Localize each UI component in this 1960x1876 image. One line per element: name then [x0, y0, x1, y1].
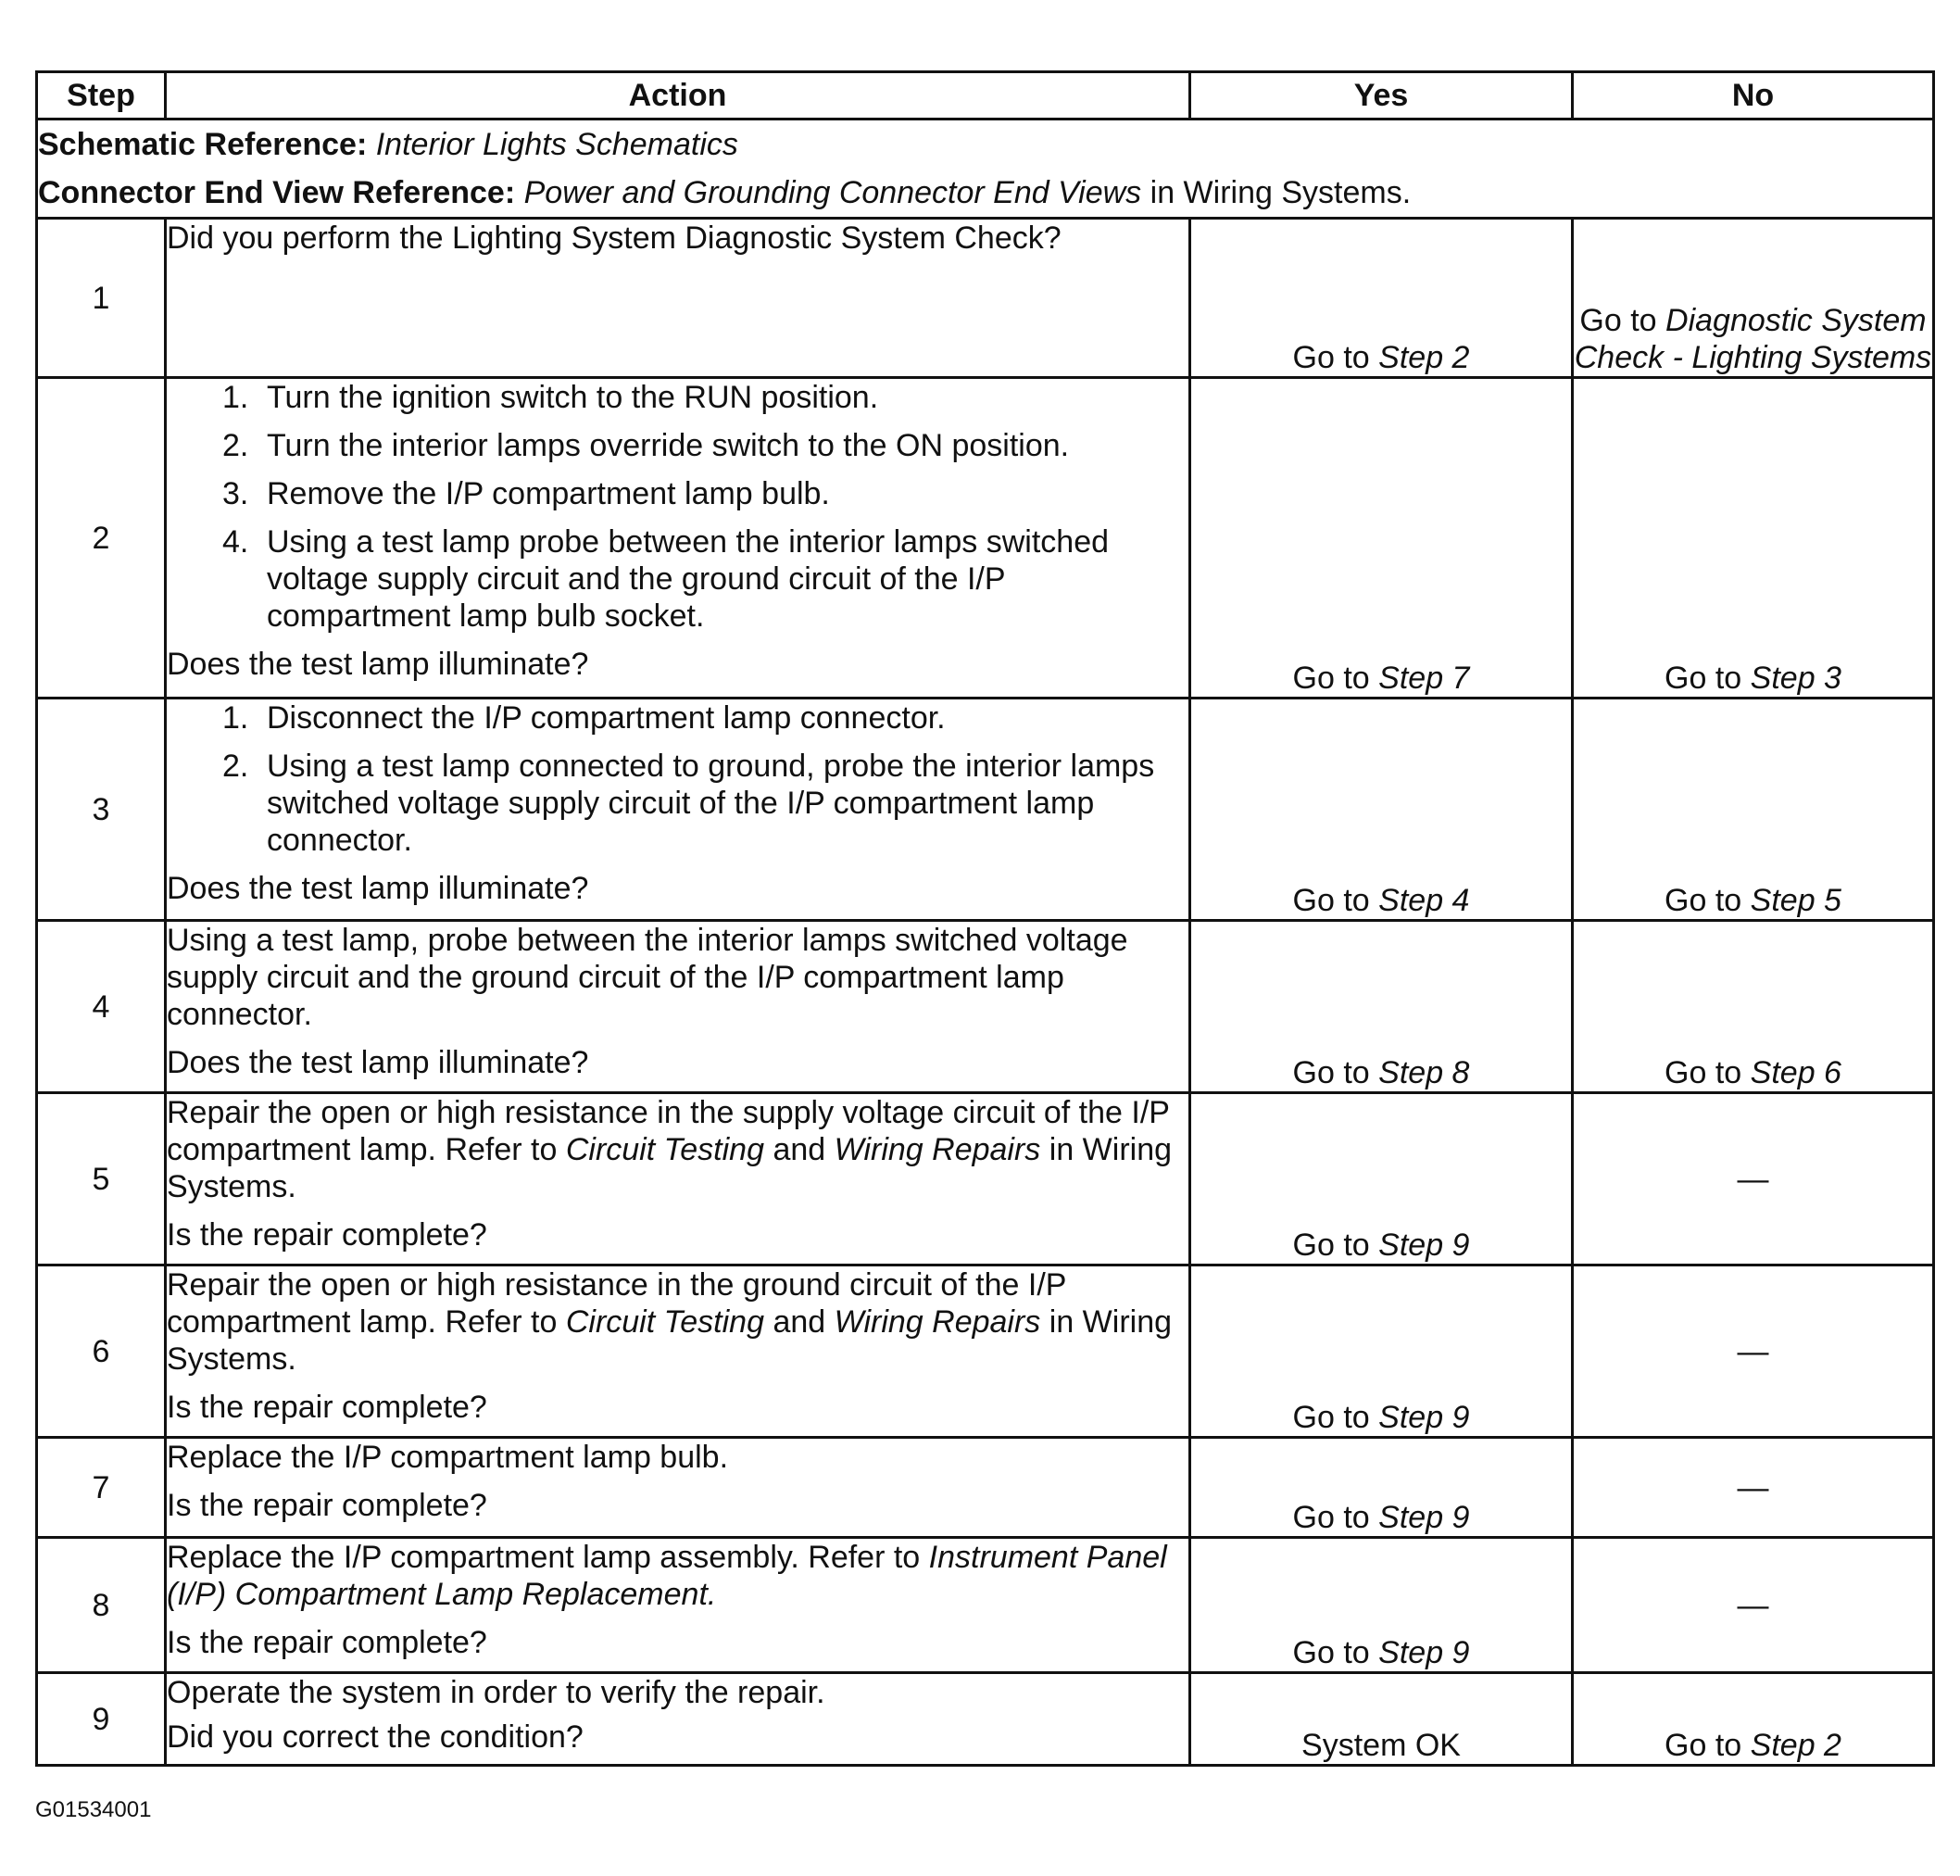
yes-step-link[interactable]: Step 2	[1378, 340, 1470, 375]
goto-label: Go to	[1292, 883, 1370, 918]
no-step-link[interactable]: Step 6	[1750, 1055, 1841, 1090]
action-cell	[166, 1438, 1190, 1538]
yes-cell	[1190, 1265, 1573, 1438]
and-text: and	[773, 1132, 826, 1167]
yes-cell	[1190, 1093, 1573, 1265]
reference-row	[37, 120, 1934, 219]
substep-number: 2.	[222, 428, 249, 463]
question-text: Is the repair complete?	[167, 1390, 487, 1425]
step-number: 3	[37, 699, 166, 921]
table-row	[37, 1538, 1934, 1673]
table-row	[37, 1093, 1934, 1265]
header-row	[37, 72, 1934, 120]
action-text-start: Replace the I/P compartment lamp assembly. Refer to	[167, 1540, 921, 1575]
substep-number: 3.	[222, 476, 249, 511]
yes-step-link[interactable]: Step 4	[1378, 883, 1470, 918]
goto-label: Go to	[1292, 1055, 1370, 1090]
yes-cell	[1190, 1438, 1573, 1538]
step-number: 1	[37, 219, 166, 378]
action-cell	[166, 699, 1190, 921]
action-cell	[166, 219, 1190, 378]
substep-text: Turn the ignition switch to the RUN position.	[267, 380, 879, 415]
no-step-link[interactable]: Step 3	[1750, 661, 1841, 696]
action-cell	[166, 1093, 1190, 1265]
substep-list	[167, 379, 1188, 635]
table-row	[37, 378, 1934, 699]
goto-label: Go to	[1292, 1400, 1370, 1435]
step-number: 2	[37, 378, 166, 699]
action-cell	[166, 1538, 1190, 1673]
no-cell: —	[1573, 1538, 1934, 1673]
schematic-reference-label: Schematic Reference:	[38, 127, 368, 162]
schematic-reference	[38, 120, 1932, 169]
action-text: Operate the system in order to verify the repair.	[167, 1675, 825, 1710]
table-row	[37, 1265, 1934, 1438]
step-number: 4	[37, 921, 166, 1093]
no-diagnostic-check-link[interactable]: Diagnostic System Check - Lighting Systems	[1574, 303, 1932, 375]
question-text: Is the repair complete?	[167, 1488, 487, 1523]
action-cell	[166, 1265, 1190, 1438]
substep-text: Disconnect the I/P compartment lamp connector.	[267, 700, 946, 736]
goto-label: Go to	[1665, 1728, 1742, 1763]
header-yes: Yes	[1190, 72, 1573, 120]
and-text: and	[773, 1304, 826, 1340]
wiring-repairs-link[interactable]: Wiring Repairs	[834, 1132, 1041, 1167]
connector-reference	[38, 169, 1932, 217]
yes-cell	[1190, 219, 1573, 378]
schematic-reference-link[interactable]: Interior Lights Schematics	[375, 127, 738, 162]
yes-step-link[interactable]: Step 9	[1378, 1400, 1470, 1435]
action-text-end: in Wiring Systems.	[167, 1304, 1173, 1377]
no-cell	[1573, 219, 1934, 378]
action-text: Did you perform the Lighting System Diagnostic System Check?	[167, 220, 1062, 256]
goto-label: Go to	[1292, 340, 1370, 375]
no-cell	[1573, 1673, 1934, 1766]
no-cell: —	[1573, 1438, 1934, 1538]
substep	[222, 748, 1188, 859]
yes-cell	[1190, 921, 1573, 1093]
substep-text: Turn the interior lamps override switch to the ON position.	[267, 428, 1070, 463]
no-step-link[interactable]: Step 2	[1750, 1728, 1841, 1763]
question-text: Is the repair complete?	[167, 1625, 487, 1660]
substep-text: Using a test lamp probe between the interior lamps switched voltage supply circuit and the ground circuit of the I/P compartment lamp bulb socket.	[267, 524, 1110, 634]
action-text	[167, 1539, 1188, 1613]
figure-id: G01534001	[35, 1797, 152, 1822]
action-text	[167, 1266, 1188, 1378]
action-text: Using a test lamp, probe between the interior lamps switched voltage supply circuit and the ground circuit of the I/P compartment lamp connector.	[167, 923, 1128, 1032]
wiring-repairs-link[interactable]: Wiring Repairs	[834, 1304, 1041, 1340]
circuit-testing-link[interactable]: Circuit Testing	[565, 1304, 765, 1340]
step-number: 9	[37, 1673, 166, 1766]
substep-list	[167, 699, 1188, 859]
table-row	[37, 921, 1934, 1093]
no-cell	[1573, 378, 1934, 699]
header-action: Action	[166, 72, 1190, 120]
yes-step-link[interactable]: Step 9	[1378, 1228, 1470, 1263]
question-text: Does the test lamp illuminate?	[167, 1045, 589, 1080]
substep-number: 2.	[222, 749, 249, 784]
goto-label: Go to	[1665, 883, 1742, 918]
question-text: Does the test lamp illuminate?	[167, 647, 589, 682]
action-text	[167, 1094, 1188, 1205]
yes-cell	[1190, 699, 1573, 921]
yes-cell	[1190, 378, 1573, 699]
no-step-link[interactable]: Step 5	[1750, 883, 1841, 918]
yes-step-link[interactable]: Step 7	[1378, 661, 1470, 696]
lamp-replacement-link[interactable]: Instrument Panel (I/P) Compartment Lamp Replacement.	[167, 1540, 1167, 1612]
action-cell	[166, 378, 1190, 699]
action-text-start: Repair the open or high resistance in the ground circuit of the I/P compartment lamp. Refer to	[167, 1267, 1066, 1340]
table-row	[37, 219, 1934, 378]
goto-label: Go to	[1292, 1635, 1370, 1670]
circuit-testing-link[interactable]: Circuit Testing	[565, 1132, 765, 1167]
yes-step-link[interactable]: Step 9	[1378, 1635, 1470, 1670]
substep	[222, 475, 1188, 512]
no-cell	[1573, 921, 1934, 1093]
no-cell: —	[1573, 1093, 1934, 1265]
substep-number: 4.	[222, 524, 249, 560]
goto-label: Go to	[1579, 303, 1657, 338]
table-row	[37, 1438, 1934, 1538]
step-number: 8	[37, 1538, 166, 1673]
connector-reference-label: Connector End View Reference:	[38, 175, 516, 210]
goto-label: Go to	[1292, 661, 1370, 696]
step-number: 7	[37, 1438, 166, 1538]
header-no: No	[1573, 72, 1934, 120]
substep-number: 1.	[222, 380, 249, 415]
goto-label: Go to	[1292, 1500, 1370, 1535]
reference-cell	[37, 120, 1934, 219]
yes-cell: System OK	[1190, 1673, 1573, 1766]
action-cell	[166, 921, 1190, 1093]
table-row	[37, 1673, 1934, 1766]
substep-text: Remove the I/P compartment lamp bulb.	[267, 476, 830, 511]
goto-label: Go to	[1665, 1055, 1742, 1090]
substep-text: Using a test lamp connected to ground, probe the interior lamps switched voltage supply circuit of the I/P compartment lamp connector.	[267, 749, 1155, 858]
yes-cell	[1190, 1538, 1573, 1673]
header-step: Step	[37, 72, 166, 120]
substep-number: 1.	[222, 700, 249, 736]
goto-label: Go to	[1665, 661, 1742, 696]
no-cell	[1573, 699, 1934, 921]
table-row	[37, 699, 1934, 921]
no-cell: —	[1573, 1265, 1934, 1438]
goto-label: Go to	[1292, 1228, 1370, 1263]
action-text: Replace the I/P compartment lamp bulb.	[167, 1440, 729, 1475]
substep	[222, 427, 1188, 464]
substep	[222, 379, 1188, 416]
substep	[222, 523, 1188, 635]
connector-reference-link[interactable]: Power and Grounding Connector End Views	[523, 175, 1142, 210]
step-number: 6	[37, 1265, 166, 1438]
yes-step-link[interactable]: Step 9	[1378, 1500, 1470, 1535]
question-text: Is the repair complete?	[167, 1217, 487, 1253]
question-text: Did you correct the condition?	[167, 1719, 584, 1755]
step-number: 5	[37, 1093, 166, 1265]
question-text: Does the test lamp illuminate?	[167, 871, 589, 906]
yes-step-link[interactable]: Step 8	[1378, 1055, 1470, 1090]
diagnostic-table	[35, 70, 1935, 1767]
action-text-start: Repair the open or high resistance in the supply voltage circuit of the I/P compartment lamp. Refer to	[167, 1095, 1170, 1167]
action-cell	[166, 1673, 1190, 1766]
substep	[222, 699, 1188, 737]
action-text-end: in Wiring Systems.	[167, 1132, 1173, 1204]
connector-reference-suffix: in Wiring Systems.	[1150, 175, 1412, 210]
